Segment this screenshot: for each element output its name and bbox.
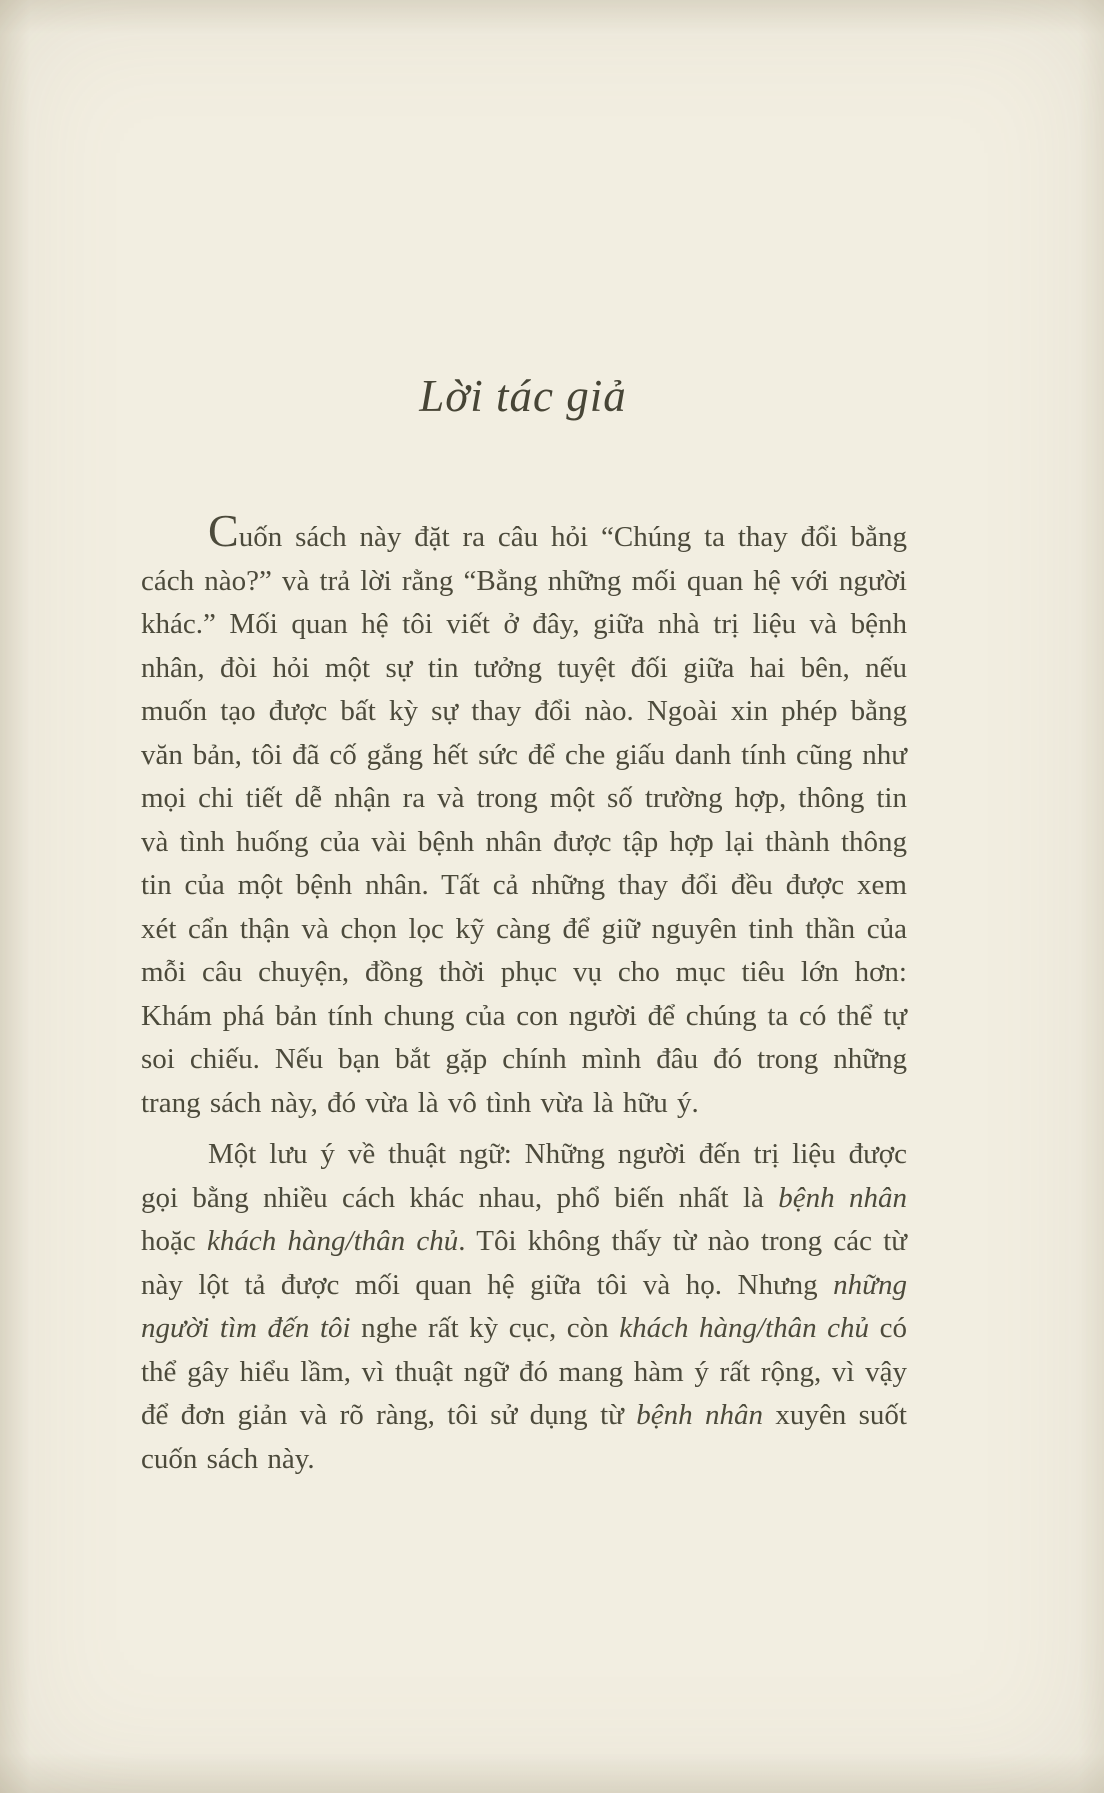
text-segment: nghe rất kỳ cục, còn — [350, 1312, 620, 1344]
paragraph-author-note-2 — [141, 1133, 907, 1481]
text-segment: . Tôi không thấy từ nào trong các từ này lột tả được mối quan hệ giữa tôi và họ. Nhưng — [141, 1225, 907, 1301]
italic-term: những người tìm đến tôi — [141, 1268, 907, 1344]
italic-term: bệnh nhân — [778, 1181, 908, 1214]
italic-term: bệnh nhân — [636, 1399, 763, 1431]
page-title: Lời tác giả — [419, 371, 627, 421]
text-segment: có thể gây hiểu lầm, vì thuật ngữ đó mang hàm ý rất rộng, vì vậy để đơn giản và rõ ràng, tôi sử dụng từ — [141, 1312, 907, 1431]
italic-term: khách hàng/thân chủ — [207, 1225, 459, 1257]
paragraph-author-note-1 — [141, 505, 907, 1125]
text-segment: Một lưu ý về thuật ngữ: Những người đến trị liệu được gọi bằng nhiều cách khác nhau, phổ biến nhất là — [141, 1138, 907, 1214]
text-block — [141, 505, 908, 1481]
text-segment: hoặc — [141, 1225, 208, 1257]
italic-term: khách hàng/thân chủ — [619, 1312, 870, 1344]
text-segment: xuyên suốt cuốn sách này. — [141, 1399, 907, 1475]
drop-cap-initial: C — [208, 505, 239, 556]
text-segment: uốn sách này đặt ra câu hỏi “Chúng ta thay đổi bằng cách nào?” và trả lời rằng “Bằng những mối quan hệ với người khác.” Mối quan hệ tôi viết ở đây, giữa nhà trị liệu và bệnh nhân, đòi hỏi một sự tin tưởng tuyệt đối giữa hai bên, nếu muốn tạo được bất kỳ sự thay đổi nào. Ngoài xin phép bằng văn bản, tôi đã cố gắng hết sức để che giấu danh tính cũng như mọi chi tiết dễ nhận ra và trong một số trường hợp, thông tin và tình huống của vài bệnh nhân được tập hợp lại thành thông tin của một bệnh nhân. Tất cả những thay đổi đều được xem xét cẩn thận và chọn lọc kỹ càng để giữ nguyên tinh thần của mỗi câu chuyện, đồng thời phục vụ cho mục tiêu lớn hơn: Khám phá bản tính chung của con người để chúng ta có thể tự soi chiếu. Nếu bạn bắt gặp chính mình đâu đó trong những trang sách này, đó vừa là vô tình vừa là hữu ý. — [141, 521, 907, 1119]
